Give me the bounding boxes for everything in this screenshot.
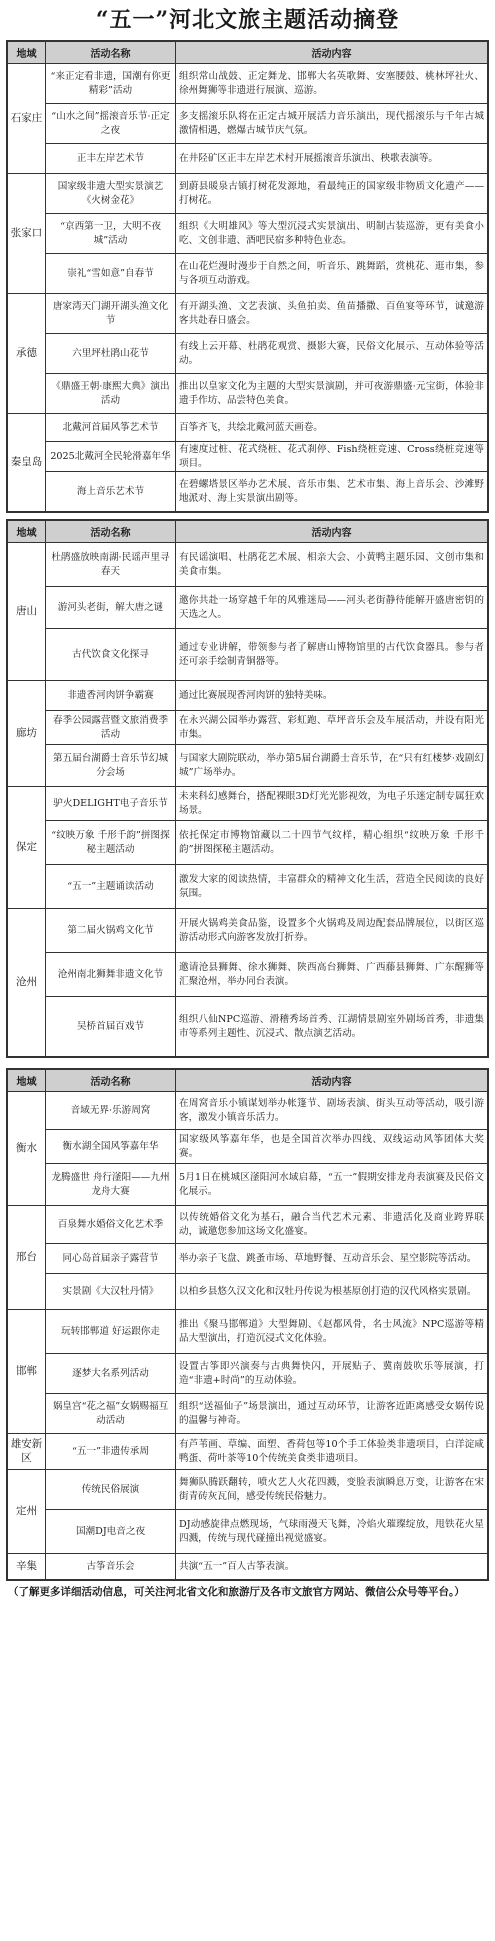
activity-name-cell: 驴火DELIGHT电子音乐节 xyxy=(46,787,176,821)
activity-content-cell: DJ动感旋律点燃现场，气球雨漫天飞舞，冷焰火璀璨绽放，甩铁花火星四溅，传统与现代碰撞出视觉盛宴。 xyxy=(176,1510,488,1554)
activity-tables xyxy=(6,40,489,1581)
activity-name-cell: 逐梦大名系列活动 xyxy=(46,1354,176,1394)
activity-name-cell: 第二届火锅鸡文化节 xyxy=(46,909,176,953)
table-row xyxy=(8,414,488,442)
activity-name-cell: 国潮DJ电音之夜 xyxy=(46,1510,176,1554)
activity-table-section xyxy=(6,40,489,513)
region-cell: 雄安新区 xyxy=(8,1434,46,1470)
activity-name-cell: 实景剧《大汉牡丹情》 xyxy=(46,1274,176,1310)
table-row xyxy=(8,214,488,254)
activity-content-cell: 在碧螺塔景区举办艺术展、音乐市集、艺术市集、海上音乐会、沙滩野地派对、海上实景演出剧等。 xyxy=(176,472,488,512)
header-region: 地域 xyxy=(8,42,46,64)
activity-content-cell: 开展火锅鸡美食品鉴，设置多个火锅鸡及周边配套品牌展位，以街区巡游活动形式向游客发放打折券。 xyxy=(176,909,488,953)
activity-content-cell: 舞狮队腾跃翻转，喷火艺人火花四溅，变脸表演瞬息万变，让游客在宋街青砖灰瓦间，感受传统民俗魅力。 xyxy=(176,1470,488,1510)
activity-content-cell: 未来科幻感舞台，搭配裸眼3D灯光光影视效，为电子乐迷定制专属狂欢场景。 xyxy=(176,787,488,821)
activity-name-cell: 春季公园露营暨文旅消费季活动 xyxy=(46,711,176,745)
table-row xyxy=(8,953,488,997)
activity-content-cell: 多支摇滚乐队将在正定古城开展活力音乐演出，现代摇滚乐与千年古城激情相遇，燃爆古城节庆气氛。 xyxy=(176,104,488,144)
activity-content-cell: 在井陉矿区正丰左岸艺术村开展摇滚音乐演出、秧歌表演等。 xyxy=(176,144,488,174)
activity-name-cell: 2025北戴河全民轮滑嘉年华 xyxy=(46,442,176,472)
activity-content-cell: 共演“五一”百人古筝表演。 xyxy=(176,1554,488,1580)
activity-table xyxy=(7,41,488,512)
region-cell: 衡水 xyxy=(8,1092,46,1206)
activity-content-cell: 激发大家的阅读热情，丰富群众的精神文化生活，营造全民阅读的良好氛围。 xyxy=(176,865,488,909)
header-content: 活动内容 xyxy=(176,1070,488,1092)
activity-content-cell: 组织常山战鼓、正定舞龙、邯郸大名英歌舞、安塞腰鼓、桃林坪社火、徐州舞狮等非遗进行展演、巡游。 xyxy=(176,64,488,104)
table-row xyxy=(8,64,488,104)
region-cell: 辛集 xyxy=(8,1554,46,1580)
activity-content-cell: 有线上云开幕、杜鹃花观赏、摄影大赛，民俗文化展示、互动体验等活动。 xyxy=(176,334,488,374)
activity-content-cell: 国家级风筝嘉年华，也是全国首次举办四线、双线运动风筝团体大奖赛。 xyxy=(176,1130,488,1164)
table-row xyxy=(8,587,488,629)
table-row xyxy=(8,1274,488,1310)
header-content: 活动内容 xyxy=(176,42,488,64)
table-row xyxy=(8,745,488,787)
table-row xyxy=(8,1394,488,1434)
activity-name-cell: “山水之间”摇滚音乐节·正定之夜 xyxy=(46,104,176,144)
activity-name-cell: “来正定看非遗，国潮有你更精彩”活动 xyxy=(46,64,176,104)
region-cell: 沧州 xyxy=(8,909,46,1057)
activity-content-cell: 与国家大剧院联动，举办第5届台湖爵士音乐节，在“只有红楼梦·戏剧幻城”广场举办。 xyxy=(176,745,488,787)
activity-content-cell: 有速度过桩、花式绕桩、花式刹停、Fish绕桩竞速、Cross绕桩竞速等项目。 xyxy=(176,442,488,472)
activity-content-cell: 在山花烂漫时漫步于自然之间，听音乐、跳舞蹈，赏桃花、逛市集，参与各项互动游戏。 xyxy=(176,254,488,294)
activity-content-cell: 推出以皇家文化为主题的大型实景演剧，并可夜游鼎盛·元宝街，体验非遗手作坊、品尝特色美食。 xyxy=(176,374,488,414)
activity-name-cell: 唐家湾天门湖开湖头渔文化节 xyxy=(46,294,176,334)
activity-content-cell: 到蔚县暖泉古镇打树花发源地，看最纯正的国家级非物质文化遗产——打树花。 xyxy=(176,174,488,214)
page-title: “五一”河北文旅主题活动摘登 xyxy=(95,7,400,33)
activity-content-cell: 百筝齐飞，共绘北戴河蓝天画卷。 xyxy=(176,414,488,442)
table-header-row xyxy=(8,521,488,543)
table-row xyxy=(8,681,488,711)
activity-table xyxy=(7,1069,488,1580)
activity-name-cell: “五一”主题诵读活动 xyxy=(46,865,176,909)
table-row xyxy=(8,1470,488,1510)
table-row xyxy=(8,1310,488,1354)
activity-name-cell: 古筝音乐会 xyxy=(46,1554,176,1580)
activity-name-cell: “纹映万象 千形千韵”拼图探秘主题活动 xyxy=(46,821,176,865)
activity-name-cell: 六里坪杜鹃山花节 xyxy=(46,334,176,374)
table-row xyxy=(8,374,488,414)
table-row xyxy=(8,442,488,472)
table-row xyxy=(8,1554,488,1580)
header-region: 地域 xyxy=(8,1070,46,1092)
table-row xyxy=(8,865,488,909)
activity-name-cell: 杜鹃盛放映南湖·民谣声里寻春天 xyxy=(46,543,176,587)
activity-content-cell: 有芦苇画、草编、面塑、香荷包等10个手工体验类非遗项目，白洋淀咸鸭蛋、荷叶茶等10个传统美食类非遗项目。 xyxy=(176,1434,488,1470)
region-cell: 唐山 xyxy=(8,543,46,681)
activity-content-cell: 通过专业讲解，带领参与者了解唐山博物馆里的古代饮食器具。参与者还可亲手绘制青铜器等。 xyxy=(176,629,488,681)
activity-name-cell: 音域无界·乐游周窝 xyxy=(46,1092,176,1130)
activity-content-cell: 邀请沧县狮舞、徐水狮舞、陕西高台狮舞、广西藤县狮舞、广东醒狮等汇聚沧州，举办同台表演。 xyxy=(176,953,488,997)
table-row xyxy=(8,543,488,587)
activity-content-cell: 有开湖头渔、文艺表演、头鱼拍卖、鱼苗播撒、百鱼宴等环节，诚邀游客共赴春日盛会。 xyxy=(176,294,488,334)
table-row xyxy=(8,334,488,374)
activity-name-cell: “京西第一卫，大明不夜城”活动 xyxy=(46,214,176,254)
activity-content-cell: 以柏乡县悠久汉文化和汉牡丹传说为根基原创打造的汉代风格实景剧。 xyxy=(176,1274,488,1310)
activity-name-cell: 游河头老街，解大唐之谜 xyxy=(46,587,176,629)
activity-content-cell: 举办亲子飞盘、跳蚤市场、草地野餐、互动音乐会、星空影院等活动。 xyxy=(176,1244,488,1274)
table-row xyxy=(8,472,488,512)
table-row xyxy=(8,174,488,214)
activity-content-cell: 通过比赛展现香河肉饼的独特美味。 xyxy=(176,681,488,711)
activity-name-cell: 沧州南北狮舞非遗文化节 xyxy=(46,953,176,997)
activity-content-cell: 在周窝音乐小镇谋划举办帐篷节、剧场表演、街头互动等活动，吸引游客，激发小镇音乐活力。 xyxy=(176,1092,488,1130)
table-row xyxy=(8,1206,488,1244)
table-row xyxy=(8,997,488,1057)
activity-content-cell: 组织《大明雄风》等大型沉浸式实景演出、明制古装巡游，更有美食小吃、文创非遗、酒吧民宿多种特色业态。 xyxy=(176,214,488,254)
region-cell: 邢台 xyxy=(8,1206,46,1310)
activity-table-section xyxy=(6,519,489,1058)
activity-content-cell: 邀你共赴一场穿越千年的风雅迷局——河头老街静待能解开盛唐密钥的天选之人。 xyxy=(176,587,488,629)
table-header-row xyxy=(8,1070,488,1092)
activity-name-cell: 《鼎盛王朝·康熙大典》演出活动 xyxy=(46,374,176,414)
table-row xyxy=(8,1244,488,1274)
activity-name-cell: 玩转邯郸道 好运跟你走 xyxy=(46,1310,176,1354)
table-row xyxy=(8,1510,488,1554)
header-region: 地域 xyxy=(8,521,46,543)
activity-name-cell: 龙腾盛世 舟行滏阳——九州龙舟大赛 xyxy=(46,1164,176,1206)
region-cell: 石家庄 xyxy=(8,64,46,174)
activity-content-cell: 有民谣演唱、杜鹃花艺术展、相亲大会、小黄鸭主题乐园、文创市集和美食市集。 xyxy=(176,543,488,587)
activity-name-cell: 崇礼“雪如意”自春节 xyxy=(46,254,176,294)
activity-name-cell: 吴桥首届百戏节 xyxy=(46,997,176,1057)
table-row xyxy=(8,1092,488,1130)
region-cell: 保定 xyxy=(8,787,46,909)
table-row xyxy=(8,1434,488,1470)
activity-content-cell: 以传统婚俗文化为基石，融合当代艺术元素、非遗活化及商业跨界联动，诚邀您参加这场文化盛宴。 xyxy=(176,1206,488,1244)
activity-content-cell: 在永兴湖公园举办露营、彩虹跑、草坪音乐会及车展活动，并设有阳光市集。 xyxy=(176,711,488,745)
table-row xyxy=(8,909,488,953)
table-row xyxy=(8,1354,488,1394)
region-cell: 定州 xyxy=(8,1470,46,1554)
activity-name-cell: 百泉舞水婚俗文化艺术季 xyxy=(46,1206,176,1244)
table-row xyxy=(8,1164,488,1206)
table-row xyxy=(8,629,488,681)
activity-name-cell: 海上音乐艺术节 xyxy=(46,472,176,512)
activity-name-cell: “五一”非遗传承周 xyxy=(46,1434,176,1470)
footer-note: （了解更多详细活动信息，可关注河北省文化和旅游厅及各市文旅官方网站、微信公众号等平台。） xyxy=(8,1586,465,1599)
activity-name-cell: 国家级非遗大型实景演艺《火树金花》 xyxy=(46,174,176,214)
activity-content-cell: 组织“送福仙子”场景演出，通过互动环节，让游客近距离感受女娲传说的温馨与神奇。 xyxy=(176,1394,488,1434)
table-row xyxy=(8,1130,488,1164)
activity-name-cell: 正丰左岸艺术节 xyxy=(46,144,176,174)
activity-name-cell: 传统民俗展演 xyxy=(46,1470,176,1510)
activity-name-cell: 娲皇宫“花之福”女娲赐福互动活动 xyxy=(46,1394,176,1434)
table-row xyxy=(8,294,488,334)
header-content: 活动内容 xyxy=(176,521,488,543)
activity-content-cell: 设置古筝即兴演奏与古典舞快闪，开展贴子、冀南鼓吹乐等展演，打造“非遗+时尚”的互动体验。 xyxy=(176,1354,488,1394)
activity-content-cell: 依托保定市博物馆藏以二十四节气纹样，精心组织“纹映万象 千形千韵”拼图探秘主题活动。 xyxy=(176,821,488,865)
activity-content-cell: 5月1日在桃城区滏阳河水域启幕，“五一”假期安排龙舟表演赛及民俗文化展示。 xyxy=(176,1164,488,1206)
region-cell: 廊坊 xyxy=(8,681,46,787)
table-row xyxy=(8,254,488,294)
header-activity: 活动名称 xyxy=(46,42,176,64)
table-row xyxy=(8,787,488,821)
activity-content-cell: 推出《聚马邯郸道》大型舞剧、《赵都风骨，名士风流》NPC巡游等精品大型演出，打造沉浸式文化体验。 xyxy=(176,1310,488,1354)
header-activity: 活动名称 xyxy=(46,521,176,543)
region-cell: 秦皇岛 xyxy=(8,414,46,512)
activity-name-cell: 衡水湖全国风筝嘉年华 xyxy=(46,1130,176,1164)
activity-table-section xyxy=(6,1068,489,1581)
activity-content-cell: 组织八仙NPC巡游、滑稽秀场首秀、江湖情景剧室外剧场首秀，非遗集市等系列主题性、沉浸式、散点演艺活动。 xyxy=(176,997,488,1057)
region-cell: 承德 xyxy=(8,294,46,414)
header-activity: 活动名称 xyxy=(46,1070,176,1092)
activity-name-cell: 北戴河首届风筝艺术节 xyxy=(46,414,176,442)
table-row xyxy=(8,821,488,865)
activity-table xyxy=(7,520,488,1057)
activity-name-cell: 同心岛首届亲子露营节 xyxy=(46,1244,176,1274)
region-cell: 张家口 xyxy=(8,174,46,294)
table-row xyxy=(8,711,488,745)
region-cell: 邯郸 xyxy=(8,1310,46,1434)
table-header-row xyxy=(8,42,488,64)
activity-name-cell: 非遗香河肉饼争霸赛 xyxy=(46,681,176,711)
table-row xyxy=(8,104,488,144)
activity-name-cell: 古代饮食文化探寻 xyxy=(46,629,176,681)
table-row xyxy=(8,144,488,174)
activity-name-cell: 第五届台湖爵士音乐节幻城分会场 xyxy=(46,745,176,787)
